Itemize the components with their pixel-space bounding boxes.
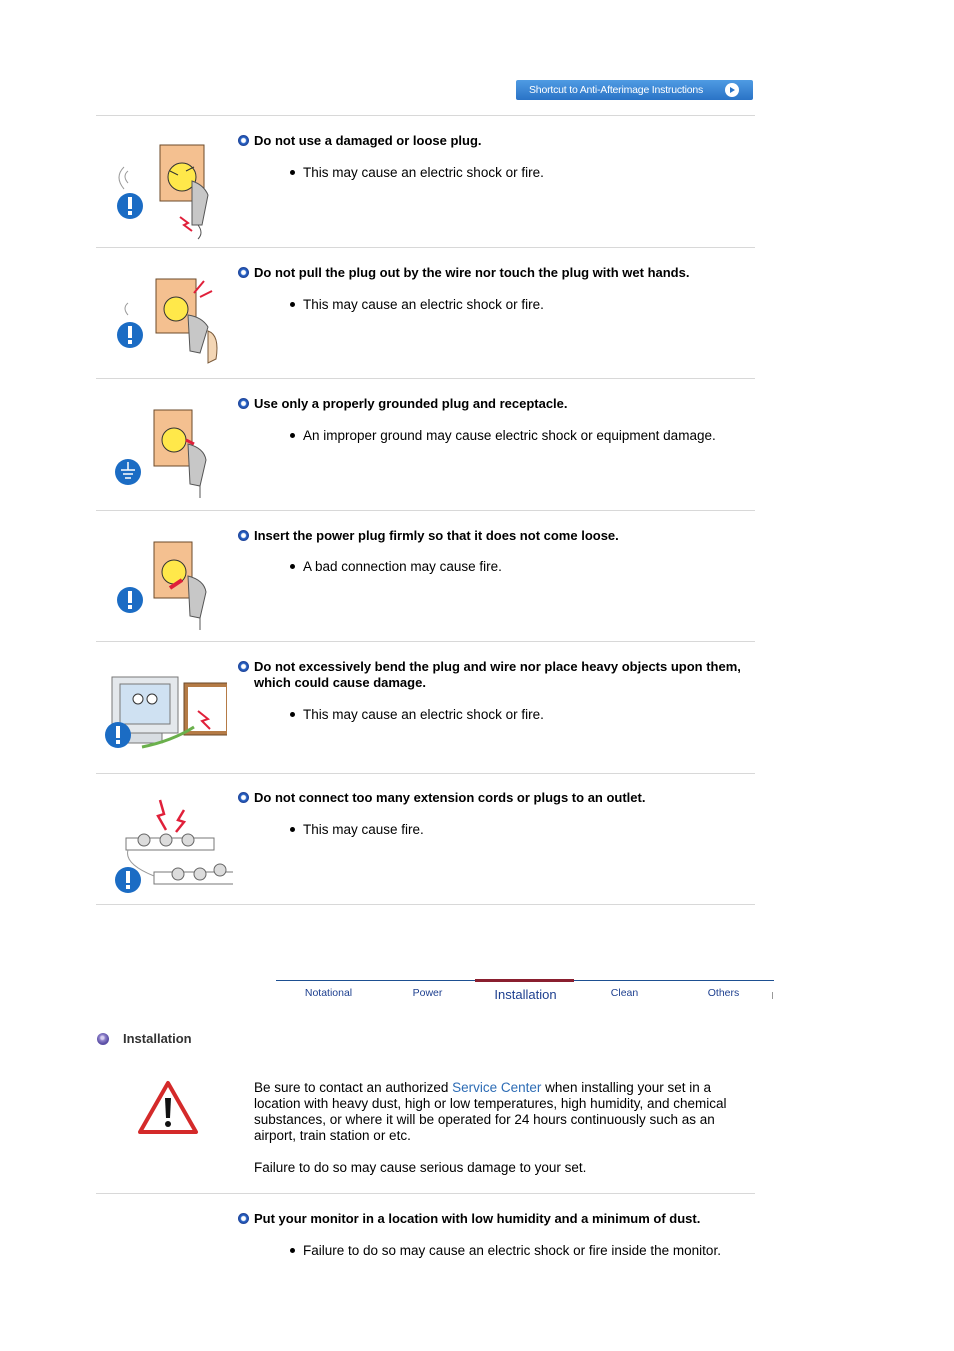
safety-item-bent-wire [96,659,755,772]
item-bullet: A bad connection may cause fire. [290,559,502,575]
installation-failure-text: Failure to do so may cause serious damage to your set. [254,1160,587,1175]
blue-bullet-icon [238,1213,249,1224]
tab-clean[interactable]: Clean [610,987,639,999]
item-bullet: This may cause an electric shock or fire. [290,707,544,723]
purple-bullet-icon [97,1033,109,1045]
blue-bullet-icon [238,135,249,146]
divider [96,510,755,511]
safety-item-grounded-plug [96,396,755,509]
list-dot-icon [290,433,295,438]
safety-item-firm-plug [96,528,755,640]
item-bullet: An improper ground may cause electric shock or equipment damage. [290,428,716,444]
overloaded-outlet-illustration-icon [108,798,233,908]
item-bullet: This may cause an electric shock or fire. [290,297,544,313]
blue-bullet-icon [238,661,249,672]
blue-bullet-icon [238,792,249,803]
divider [96,115,755,116]
list-dot-icon [290,170,295,175]
blue-bullet-icon [238,267,249,278]
safety-item-low-humidity [96,1211,755,1271]
divider [96,378,755,379]
grounded-plug-illustration-icon [108,404,233,514]
safety-item-extension-cords [96,790,755,903]
divider [96,904,755,905]
arrow-right-icon [725,83,739,97]
tab-separator [772,992,773,999]
divider [96,773,755,774]
tab-power[interactable]: Power [412,987,443,999]
item-heading: Do not connect too many extension cords or plugs to an outlet. [238,790,755,806]
warning-triangle-icon [137,1080,199,1136]
installation-warning-text: Be sure to contact an authorized Service Center when installing your set in a location with heavy dust, high or low temperatures, high humidity, and chemical substances, or where it will be operated for 24 hours continuously such as an airport, train station or etc. [254,1080,727,1143]
bent-wire-monitor-illustration-icon [102,667,227,777]
list-dot-icon [290,1248,295,1253]
tab-installation[interactable]: Installation [494,987,557,1002]
anti-afterimage-shortcut-button[interactable] [516,80,753,100]
section-title: Installation [97,1031,192,1046]
safety-item-wet-hands [96,265,755,377]
list-dot-icon [290,564,295,569]
wet-hands-plug-illustration-icon [108,273,233,383]
item-bullet: This may cause an electric shock or fire. [290,165,544,181]
active-tab-indicator [475,979,574,982]
list-dot-icon [290,712,295,717]
blue-bullet-icon [238,530,249,541]
item-heading: Use only a properly grounded plug and receptacle. [238,396,755,412]
divider [96,1193,755,1194]
item-heading: Do not excessively bend the plug and wire nor place heavy objects upon them, which could cause damage. [238,659,755,691]
divider [96,247,755,248]
service-center-link[interactable]: Service Center [452,1080,542,1095]
section-tabs [276,980,774,1006]
list-dot-icon [290,827,295,832]
item-bullet: This may cause fire. [290,822,424,838]
item-heading: Do not use a damaged or loose plug. [238,133,755,149]
firm-plug-illustration-icon [108,536,233,646]
divider [96,641,755,642]
blue-bullet-icon [238,398,249,409]
item-heading: Insert the power plug firmly so that it does not come loose. [238,528,755,544]
damaged-plug-illustration-icon [108,141,233,251]
tab-notational[interactable]: Notational [304,987,353,999]
list-dot-icon [290,302,295,307]
tab-others[interactable]: Others [707,987,740,999]
item-bullet: Failure to do so may cause an electric shock or fire inside the monitor. [290,1243,721,1259]
safety-item-damaged-plug [96,133,755,248]
item-heading: Do not pull the plug out by the wire nor touch the plug with wet hands. [238,265,755,281]
shortcut-label: Shortcut to Anti-Afterimage Instructions [529,84,704,96]
item-heading: Put your monitor in a location with low humidity and a minimum of dust. [238,1211,755,1227]
